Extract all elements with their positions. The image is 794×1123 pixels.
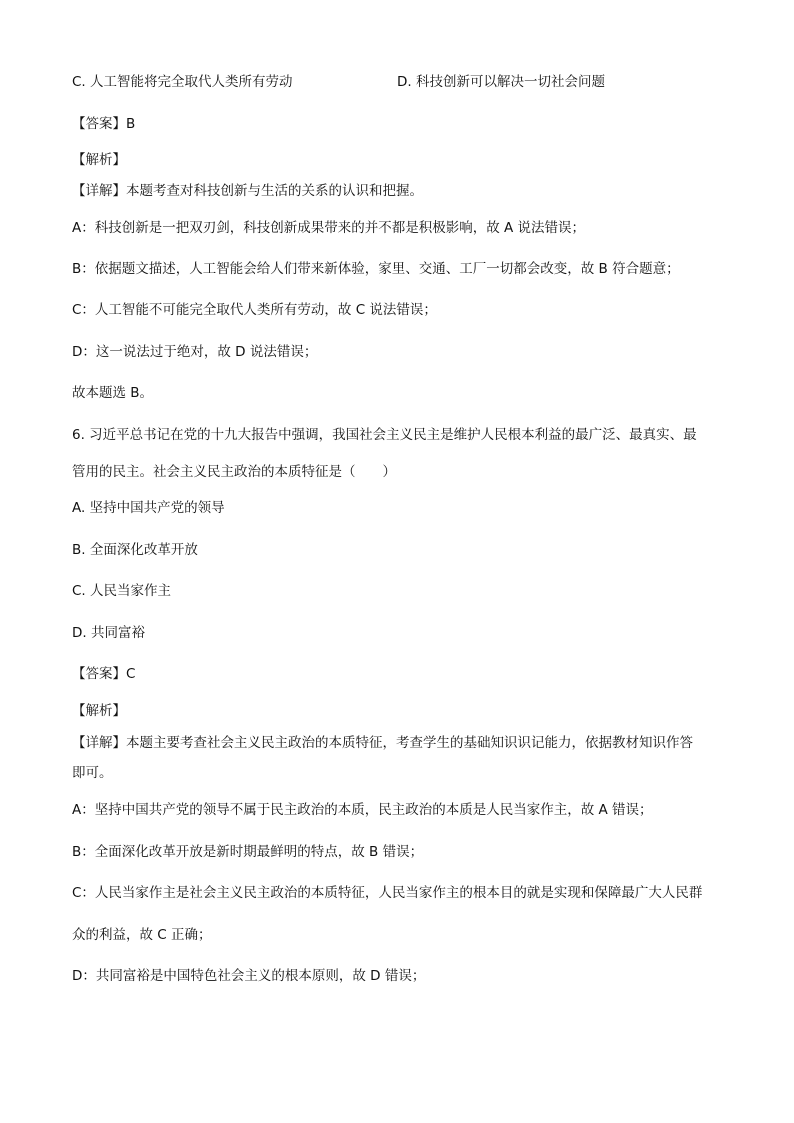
analysis-tag: 【解析】: [72, 152, 126, 168]
q5-analysis-heading: [72, 150, 126, 170]
q6-option-a: A. 坚持中国共产党的领导: [72, 500, 225, 516]
q5-option-c: C. 人工智能将完全取代人类所有劳动: [72, 74, 293, 90]
detail-tag: 【详解】: [72, 183, 126, 199]
q6-option-c: C. 人民当家作主: [72, 583, 172, 599]
answer-tag: 【答案】: [72, 116, 126, 132]
answer-value: B: [126, 116, 136, 132]
q5-answer: [72, 114, 135, 134]
q6-explanation-c-line2: 众的利益，故 C 正确；: [72, 927, 212, 943]
answer-value: C: [126, 666, 136, 682]
analysis-tag: 【解析】: [72, 703, 126, 719]
q6-analysis-heading: [72, 701, 126, 721]
q6-option-b: B. 全面深化改革开放: [72, 542, 198, 558]
q6-explanation-a: A：坚持中国共产党的领导不属于民主政治的本质，民主政治的本质是人民当家作主，故 A 错误；: [72, 802, 653, 818]
q6-explanation-c-line1: C：人民当家作主是社会主义民主政治的本质特征，人民当家作主的根本目的就是实现和保障最广大人民群: [72, 885, 703, 901]
q5-explanation-b: B：依据题文描述，人工智能会给人们带来新体验，家里、交通、工厂一切都会改变，故 B 符合题意；: [72, 261, 680, 277]
q6-detail-line1: [72, 733, 693, 753]
q5-detail: [72, 181, 423, 201]
q6-stem-line1: 6. 习近平总书记在党的十九大报告中强调，我国社会主义民主是维护人民根本利益的最广泛、最真实、最: [72, 427, 697, 443]
q6-detail-line2: 即可。: [72, 765, 113, 781]
q6-stem-line2: 管用的民主。社会主义民主政治的本质特征是（ ）: [72, 464, 396, 480]
detail-text: 本题考查对科技创新与生活的关系的认识和把握。: [126, 183, 423, 199]
q5-conclusion: 故本题选 B。: [72, 385, 154, 401]
q5-explanation-a: A：科技创新是一把双刃剑，科技创新成果带来的并不都是积极影响，故 A 说法错误；: [72, 220, 586, 236]
detail-text: 本题主要考查社会主义民主政治的本质特征，考查学生的基础知识识记能力，依据教材知识作答: [126, 735, 693, 751]
detail-tag: 【详解】: [72, 735, 126, 751]
q5-explanation-c: C：人工智能不可能完全取代人类所有劳动，故 C 说法错误；: [72, 302, 437, 318]
answer-tag: 【答案】: [72, 666, 126, 682]
q5-option-d: D. 科技创新可以解决一切社会问题: [397, 74, 605, 90]
q6-explanation-b: B：全面深化改革开放是新时期最鲜明的特点，故 B 错误；: [72, 844, 424, 860]
q6-explanation-d: D：共同富裕是中国特色社会主义的根本原则，故 D 错误；: [72, 968, 426, 984]
q6-option-d: D. 共同富裕: [72, 625, 145, 641]
q6-answer: [72, 664, 135, 684]
q5-explanation-d: D：这一说法过于绝对，故 D 说法错误；: [72, 344, 318, 360]
